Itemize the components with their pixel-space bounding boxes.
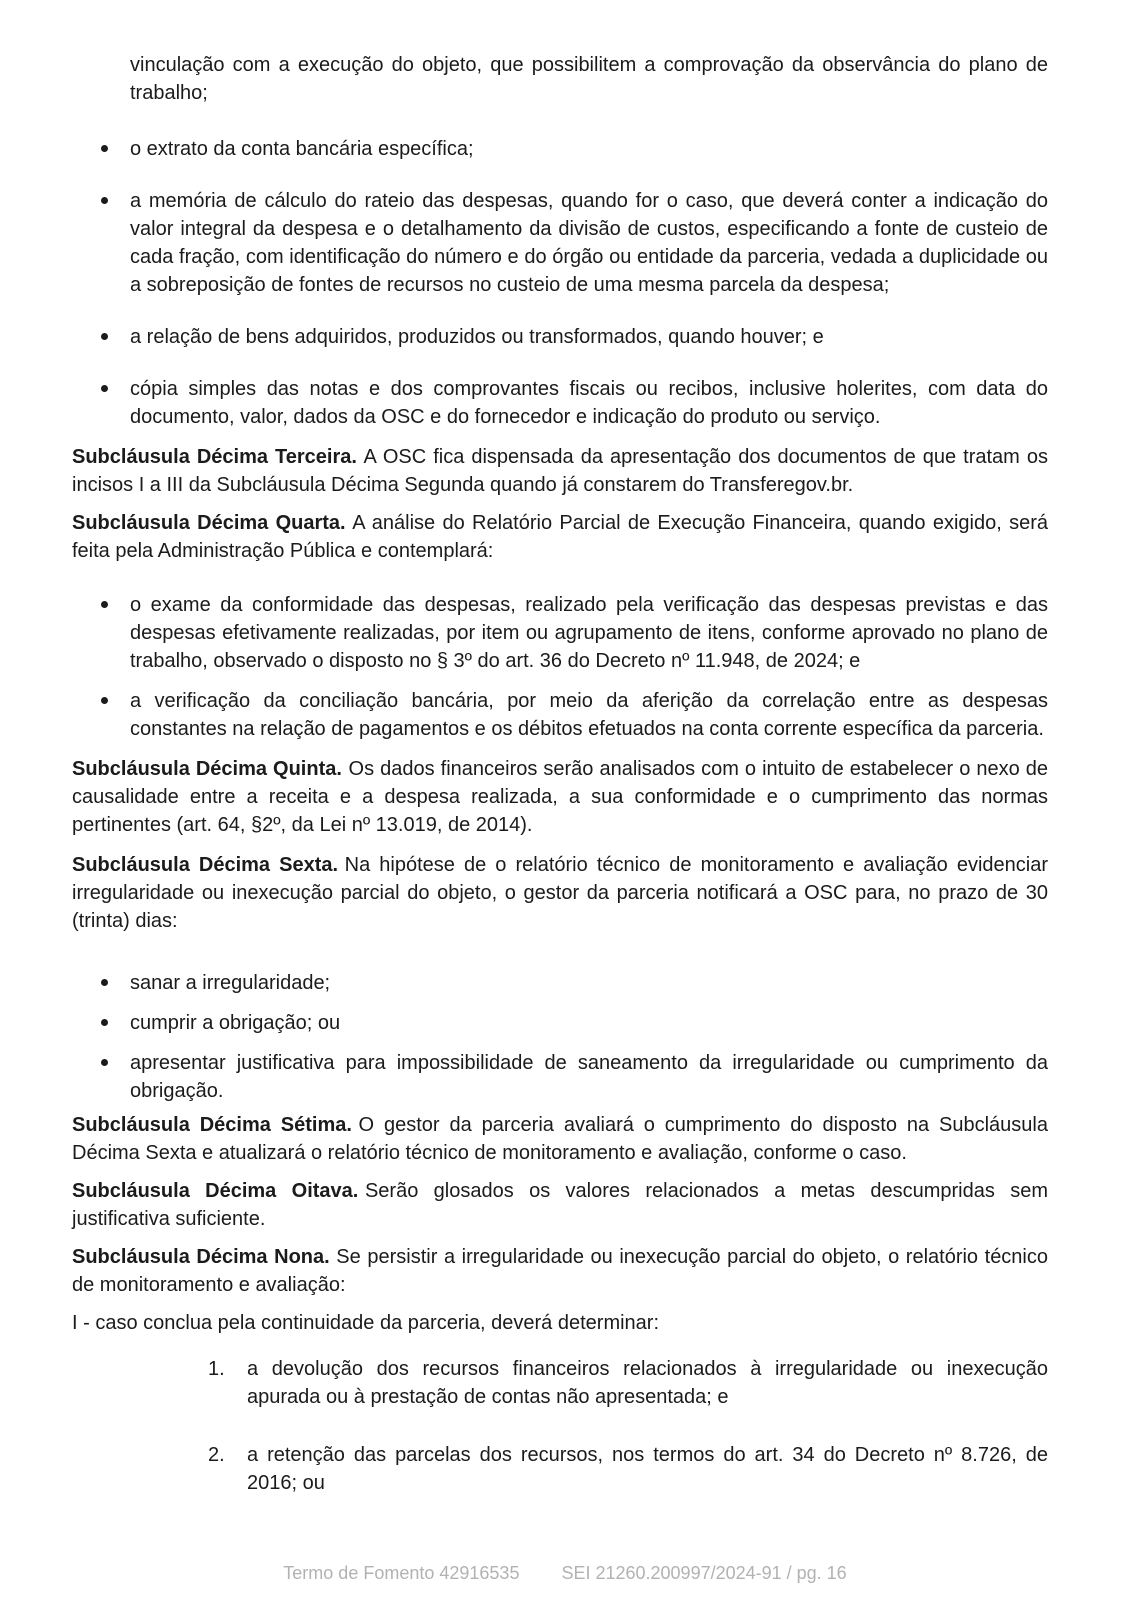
bullet-list-documents bbox=[72, 135, 1048, 431]
bullet-list-notification bbox=[72, 969, 1048, 1105]
bullet-text: cópia simples das notas e dos comprovantes fiscais ou recibos, inclusive holerites, com data do documento, valor, dados da OSC e do fornecedor e indicação do produto ou serviço. bbox=[130, 378, 1048, 428]
numbered-item-text: a devolução dos recursos financeiros relacionados à irregularidade ou inexecução apurada ou à prestação de contas não apresentada; e bbox=[247, 1358, 1048, 1408]
clause-19-body: Se persistir a irregularidade ou inexecução parcial do objeto, o relatório técnico de monitoramento e avaliação: bbox=[72, 1246, 1049, 1296]
inciso-I-line: I - caso conclua pela continuidade da parceria, deverá determinar: bbox=[72, 1312, 660, 1334]
bullet-text: a verificação da conciliação bancária, por meio da aferição da correlação entre as despesas constantes na relação de pagamentos e os débitos efetuados na conta corrente específica da parceria. bbox=[130, 690, 1048, 740]
bullet-icon bbox=[101, 385, 108, 392]
clause-16-lead: Subcláusula Décima Sexta. bbox=[72, 854, 339, 876]
clause-13-lead: Subcláusula Décima Terceira. bbox=[72, 446, 357, 468]
bullet-item bbox=[72, 687, 1048, 743]
numbered-item-text: a retenção das parcelas dos recursos, nos termos do art. 34 do Decreto nº 8.726, de 2016; ou bbox=[247, 1444, 1048, 1494]
bullet-item bbox=[72, 1049, 1048, 1105]
bullet-icon bbox=[101, 979, 108, 986]
numbered-list bbox=[72, 1355, 1048, 1497]
clause-13-body: A OSC fica dispensada da apresentação dos documentos de que tratam os incisos I a III da Subcláusula Décima Segunda quando já constarem do Transferegov.br. bbox=[72, 446, 1049, 496]
paragraph-continuation: vinculação com a execução do objeto, que possibilitem a comprovação da observância do plano de trabalho; bbox=[130, 54, 1048, 104]
clause-15-lead: Subcláusula Décima Quinta. bbox=[72, 758, 342, 780]
clause-14-lead: Subcláusula Décima Quarta. bbox=[72, 512, 346, 534]
bullet-item bbox=[72, 135, 1048, 163]
bullet-text: sanar a irregularidade; bbox=[130, 972, 331, 994]
bullet-text: cumprir a obrigação; ou bbox=[130, 1012, 341, 1034]
bullet-list-analysis bbox=[72, 591, 1048, 743]
clause-16-paragraph bbox=[72, 851, 1048, 935]
bullet-text: a relação de bens adquiridos, produzidos ou transformados, quando houver; e bbox=[130, 326, 824, 348]
page-footer bbox=[0, 1562, 1130, 1584]
numbered-item-label: 1. bbox=[208, 1358, 225, 1380]
clause-13-paragraph bbox=[72, 443, 1048, 499]
clause-17-lead: Subcláusula Décima Sétima. bbox=[72, 1114, 352, 1136]
numbered-item-label: 2. bbox=[208, 1444, 225, 1466]
clause-14-body: A análise do Relatório Parcial de Execução Financeira, quando exigido, será feita pela Administração Pública e contemplará: bbox=[72, 512, 1048, 562]
bullet-text: o extrato da conta bancária específica; bbox=[130, 138, 474, 160]
bullet-icon bbox=[101, 145, 108, 152]
footer-sei-label: SEI 21260.200997/2024-91 / pg. 16 bbox=[561, 1563, 847, 1583]
bullet-icon bbox=[101, 1019, 108, 1026]
numbered-item bbox=[72, 1355, 1048, 1411]
numbered-item bbox=[72, 1441, 1048, 1497]
bullet-icon bbox=[101, 197, 108, 204]
bullet-item bbox=[72, 323, 1048, 351]
bullet-text: o exame da conformidade das despesas, realizado pela verificação das despesas previstas e das despesas efetivamente realizadas, por item ou agrupamento de itens, conforme aprovado no plano de trabalho, observado o disposto no § 3º do art. 36 do Decreto nº 11.948, de 2024; e bbox=[130, 594, 1048, 672]
bullet-text: apresentar justificativa para impossibilidade de saneamento da irregularidade ou cumprimento da obrigação. bbox=[130, 1052, 1048, 1102]
bullet-icon bbox=[101, 333, 108, 340]
clause-17-body: O gestor da parceria avaliará o cumprimento do disposto na Subcláusula Décima Sexta e atualizará o relatório técnico de monitoramento e avaliação, conforme o caso. bbox=[72, 1114, 1048, 1164]
bullet-item bbox=[72, 375, 1048, 431]
clause-19-lead: Subcláusula Décima Nona. bbox=[72, 1246, 330, 1268]
bullet-item bbox=[72, 969, 1048, 997]
clause-18-lead: Subcláusula Décima Oitava. bbox=[72, 1180, 359, 1202]
clause-16-body: Na hipótese de o relatório técnico de monitoramento e avaliação evidenciar irregularidade ou inexecução parcial do objeto, o gestor da parceria notificará a OSC para, no prazo de 30 (trinta) dias: bbox=[72, 854, 1048, 932]
clause-19-paragraph bbox=[72, 1243, 1048, 1299]
bullet-icon bbox=[101, 601, 108, 608]
bullet-item bbox=[72, 187, 1048, 299]
clause-18-body: Serão glosados os valores relacionados a metas descumpridas sem justificativa suficiente. bbox=[72, 1180, 1048, 1230]
bullet-text: a memória de cálculo do rateio das despesas, quando for o caso, que deverá conter a indicação do valor integral da despesa e o detalhamento da divisão de custos, especificando a fonte de custeio de cada fração, com identificação do número e do órgão ou entidade da parceria, vedada a duplicidade ou a sobreposição de fontes de recursos no custeio de uma mesma parcela da despesa; bbox=[130, 190, 1048, 296]
clause-18-paragraph bbox=[72, 1177, 1048, 1233]
clause-15-body: Os dados financeiros serão analisados com o intuito de estabelecer o nexo de causalidade entre a receita e a despesa realizada, a sua conformidade e o cumprimento das normas pertinentes (art. 64, §2º, da Lei nº 13.019, de 2014). bbox=[72, 758, 1048, 836]
clause-17-paragraph bbox=[72, 1111, 1048, 1167]
clause-14-paragraph bbox=[72, 509, 1048, 565]
bullet-item bbox=[72, 1009, 1048, 1037]
bullet-icon bbox=[101, 697, 108, 704]
bullet-icon bbox=[101, 1059, 108, 1066]
clause-15-paragraph bbox=[72, 755, 1048, 839]
footer-document-label: Termo de Fomento 42916535 bbox=[283, 1563, 520, 1583]
bullet-item bbox=[72, 591, 1048, 675]
